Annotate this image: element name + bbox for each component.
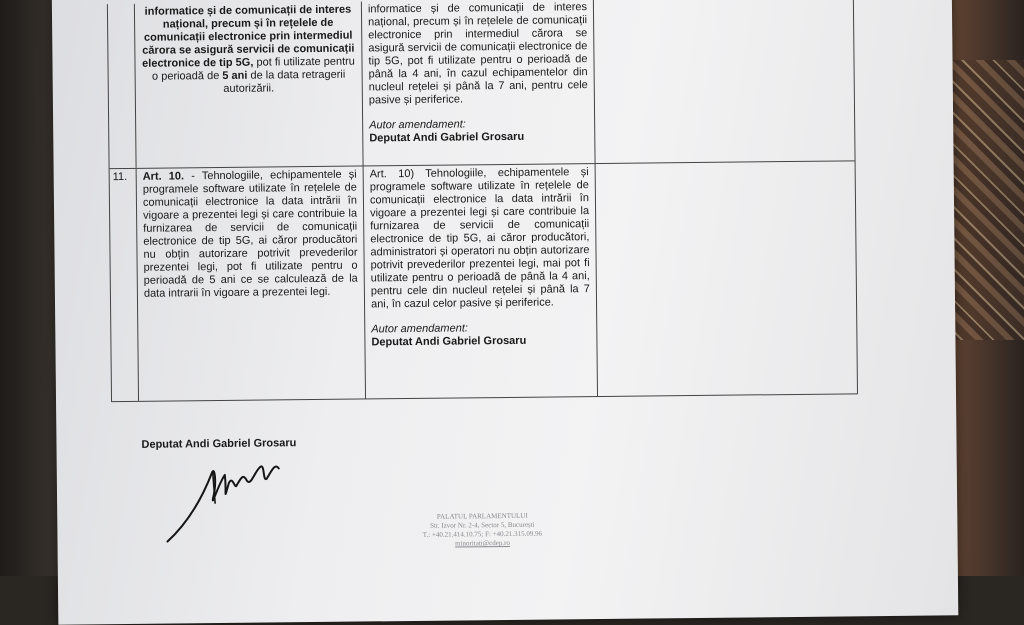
document-page: [52, 0, 959, 625]
signatory-name: Deputat Andi Gabriel Grosaru: [141, 437, 297, 451]
row-number: [108, 4, 137, 168]
motivation-cell: [594, 0, 855, 163]
original-text-mid: pot fi utilizate pentru o perioadă de: [151, 55, 355, 83]
author-label: Autor amendament:: [369, 118, 466, 132]
original-text-cell: [135, 1, 364, 167]
amendment-text-cell: [362, 0, 596, 165]
original-text-end: de la data retragerii autorizării.: [223, 68, 346, 95]
author-name: Deputat Andi Gabriel Grosaru: [369, 130, 525, 145]
motivation-cell: [596, 161, 857, 396]
footer-street: Str. Izvor Nr. 2-4, Sector 5, București: [430, 520, 535, 530]
amendments-table: [107, 0, 858, 402]
amendment-text-cell: [364, 164, 598, 398]
article-label: Art. 10.: [142, 170, 185, 183]
table-row: [110, 161, 857, 402]
original-text-duration: 5 ani: [222, 69, 248, 82]
author-name: Deputat Andi Gabriel Grosaru: [371, 334, 527, 349]
amendment-text: informatice și de comunicații de interes național, precum și în rețelele de comunicații electronice prin intermediul cărora se asigură servicii de comunicații electronice de tip 5G, pot fi utilizate pentru o perioadă de până la 4 ani, în cazul echipamentelor din nucleul rețelei și până la 7 ani, pentru cele pasive și periferice.: [367, 1, 588, 107]
author-label: Autor amendament:: [371, 322, 468, 336]
row-number: 11.: [110, 169, 139, 401]
original-text-bold: informatice și de comunicații de interes național, precum și în rețelele de comunicații electronice prin intermediul cărora se asigură servicii de comunicații electronice de tip 5G,: [142, 3, 355, 70]
original-text: - Tehnologiile, echipamentele și programele software utilizate în rețelele de comunicații electronice la data intrării în vigoare a prezentei legi și care contribuie la furnizarea de servicii de comunicații electronice de tip 5G, ai căror producători nu obțin autorizare potrivit prevederilor prezentei legi, pot fi utilizate pentru o perioadă de 5 ani ce se calculează de la data intrarii în vigoare a prezentei legi.: [142, 168, 358, 300]
footer-address: [397, 511, 567, 549]
footer-institution: PALATUL PARLAMENTULUI: [436, 511, 528, 521]
footer-phone: T.: +40.21.414.10.75; F: +40.21.315.09.96: [422, 529, 543, 539]
carpet-pattern: [944, 60, 1024, 340]
footer-email: minoritati@cdep.ro: [455, 538, 511, 548]
table-row: [108, 0, 855, 169]
original-text-cell: [137, 166, 366, 400]
amendment-text: Art. 10) Tehnologiile, echipamentele și programele software utilizate în rețelele de comunicații electronice la data intrării în vigoare a prezentei legi și care contribuie la furnizarea de servicii de comunicații electronice de tip 5G, ai căror producători, administratori și operatori nu obțin autorizare potrivit prevederilor prezentei legi, mai pot fi utilizate pentru o perioadă de până la 4 ani, pentru cele din nucleul rețelei și până la 7 ani, în cazul celor pasive și periferice.: [369, 166, 590, 311]
handwritten-signature: [157, 452, 298, 548]
background-left: [0, 0, 60, 576]
